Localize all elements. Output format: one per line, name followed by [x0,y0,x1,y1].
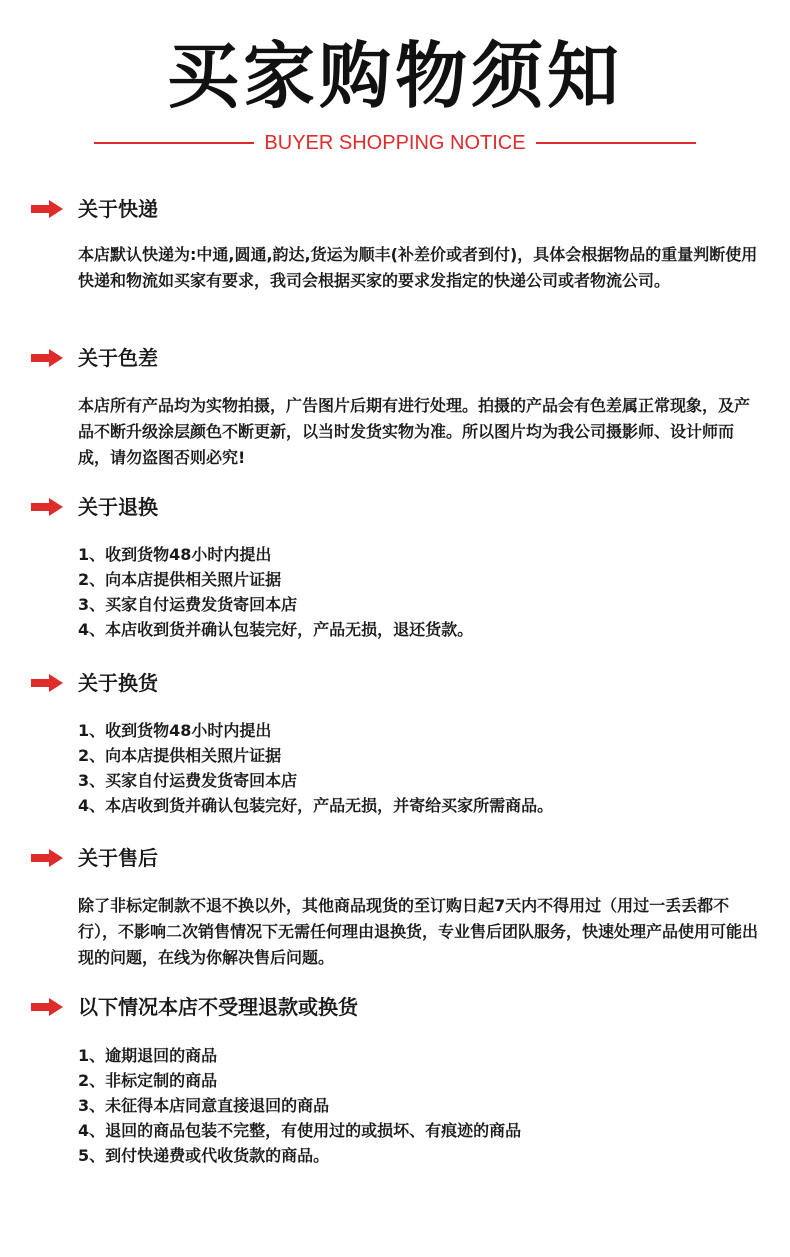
arrow-right-icon [31,998,63,1016]
list-item: 4、本店收到货并确认包装完好，产品无损，退还货款。 [78,620,474,639]
section-title: 关于售后 [78,846,158,870]
arrow-right-icon [31,349,63,367]
list-item: 4、退回的商品包装不完整，有使用过的或损坏、有痕迹的商品 [78,1121,522,1140]
list-item: 1、收到货物48小时内提出 [78,545,272,564]
list-item: 2、非标定制的商品 [78,1071,218,1090]
list-item: 4、本店收到货并确认包装完好，产品无损，并寄给买家所需商品。 [78,796,554,815]
list-item: 5、到付快递费或代收货款的商品。 [78,1146,330,1165]
section-heading [0,194,790,224]
subtitle-row [0,130,790,156]
arrow-right-icon [31,498,63,516]
section-list [78,1043,764,1168]
section-title: 关于退换 [78,495,158,519]
list-item: 1、逾期退回的商品 [78,1046,218,1065]
section-heading [0,843,790,873]
section-title: 关于色差 [78,346,158,370]
section-title: 以下情况本店不受理退款或换货 [78,995,358,1019]
list-item: 2、向本店提供相关照片证据 [78,746,282,765]
section-heading [0,668,790,698]
page-header [0,0,790,170]
section-text: 本店所有产品均为实物拍摄，广告图片后期有进行处理。拍摄的产品会有色差属正常现象，及产品不断升级涂层颜色不断更新，以当时发货实物为准。所以图片均为我公司摄影师、设计师而成，请勿盗图否则必究! [78,396,751,467]
list-item: 3、买家自付运费发货寄回本店 [78,595,298,614]
arrow-right-icon [31,200,63,218]
section-list [78,718,764,818]
section-title: 关于换货 [78,671,158,695]
page-subtitle: BUYER SHOPPING NOTICE [264,132,526,154]
section-text: 除了非标定制款不退不换以外，其他商品现货的至订购日起7天内不得用过（用过一丢丢都不行），不影响二次销售情况下无需任何理由退换货，专业售后团队服务，快速处理产品使用可能出现的问题，在线为你解决售后问题。 [78,896,759,967]
section-title: 关于快递 [78,197,158,221]
section-heading [0,343,790,373]
section-heading [0,492,790,522]
page-title: 买家购物须知 [166,34,623,118]
list-item: 3、未征得本店同意直接退回的商品 [78,1096,330,1115]
subtitle-divider-left [94,142,254,144]
list-item: 3、买家自付运费发货寄回本店 [78,771,298,790]
arrow-right-icon [31,849,63,867]
list-item: 2、向本店提供相关照片证据 [78,570,282,589]
section-list [78,542,764,642]
section-text: 本店默认快递为:中通,圆通,韵达,货运为顺丰(补差价或者到付)，具体会根据物品的重量判断使用快递和物流如买家有要求，我司会根据买家的要求发指定的快递公司或者物流公司。 [78,245,758,290]
list-item: 1、收到货物48小时内提出 [78,721,272,740]
section-heading [0,992,790,1022]
subtitle-divider-right [536,142,696,144]
arrow-right-icon [31,674,63,692]
